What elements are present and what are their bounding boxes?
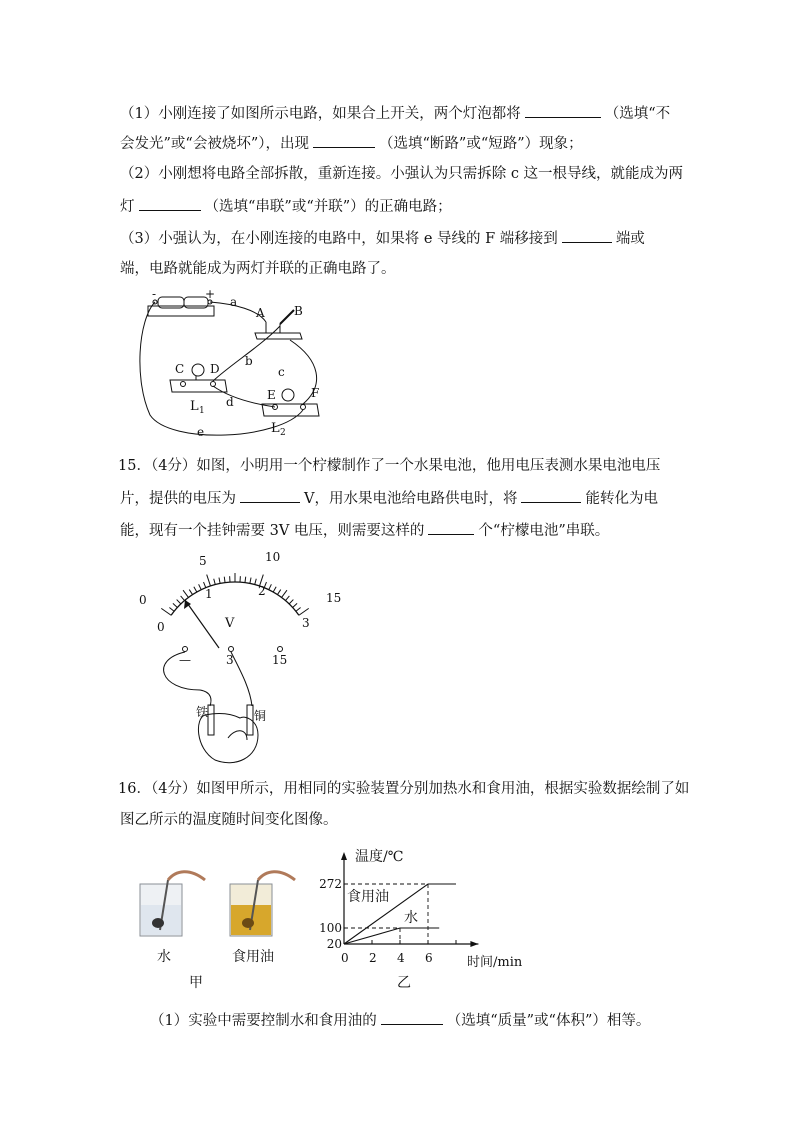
voltmeter-tick bbox=[245, 577, 246, 583]
q14-part1-text-a: （1）小刚连接了如图所示电路，如果合上开关，两个灯泡都将 bbox=[120, 106, 521, 122]
label-D: D bbox=[210, 362, 220, 376]
q14-part3-text-c: 端，电路就能成为两灯并联的正确电路了。 bbox=[120, 261, 396, 277]
outer-tick-5: 5 bbox=[199, 554, 207, 568]
switch-lever bbox=[280, 310, 294, 324]
terminal-15v bbox=[278, 647, 283, 652]
voltmeter-figure bbox=[139, 550, 341, 763]
q14-part3-text-a: （3）小强认为，在小刚连接的电路中，如果将 e 导线的 F 端移接到 bbox=[120, 231, 558, 247]
label-wire-e: e bbox=[197, 425, 205, 439]
voltmeter-tick bbox=[173, 603, 177, 607]
x-tick-label: 0 bbox=[341, 951, 349, 965]
label-E: E bbox=[267, 388, 276, 402]
q14-part3-text-b: 端或 bbox=[615, 231, 645, 247]
lemon-hole bbox=[228, 731, 247, 740]
y-axis-arrow bbox=[341, 852, 347, 860]
voltmeter-tick bbox=[250, 578, 251, 584]
voltmeter-tick bbox=[194, 587, 197, 592]
x-tick-label: 6 bbox=[425, 951, 433, 965]
label-wire-c: c bbox=[278, 365, 285, 379]
voltmeter-needle bbox=[185, 600, 219, 648]
lamp2-terminal-f bbox=[301, 405, 306, 410]
label-F: F bbox=[311, 386, 320, 400]
inner-tick-3: 3 bbox=[302, 616, 310, 630]
label-wire-d: d bbox=[226, 395, 234, 409]
q16-text-1: 16．（4分）如图甲所示，用相同的实验装置分别加热水和食用油，根据实验数据绘制了如 bbox=[118, 781, 690, 797]
voltmeter-tick bbox=[255, 579, 257, 585]
q15-text-2a: 片，提供的电压为 bbox=[120, 491, 236, 507]
voltmeter-tick bbox=[161, 608, 171, 615]
voltmeter-tick bbox=[277, 590, 280, 595]
x-tick-label: 2 bbox=[369, 951, 377, 965]
beaker-oil bbox=[230, 872, 295, 936]
q15-text-2b: V，用水果电池给电路供电时，将 bbox=[304, 491, 518, 507]
voltmeter-ticks bbox=[161, 573, 308, 615]
lamp2-bulb bbox=[282, 389, 294, 401]
series-label-oil: 食用油 bbox=[347, 889, 389, 905]
terminal-negative bbox=[183, 647, 188, 652]
label-wire-b: b bbox=[245, 354, 253, 368]
series-line-1 bbox=[344, 928, 439, 944]
outer-tick-0: 0 bbox=[139, 593, 147, 607]
heater-cable-water bbox=[168, 872, 205, 880]
y-tick-label: 100 bbox=[319, 921, 342, 935]
lamp1-bulb bbox=[192, 364, 204, 376]
iron-label: 铁 bbox=[196, 705, 209, 719]
q14-part1-text-b: （选填“不 bbox=[604, 106, 671, 122]
voltmeter-tick bbox=[214, 579, 216, 585]
x-tick-label: 4 bbox=[397, 951, 405, 965]
inner-tick-2: 2 bbox=[258, 584, 266, 598]
voltmeter-tick bbox=[189, 590, 192, 595]
y-tick-label: 272 bbox=[319, 877, 342, 891]
voltmeter-tick bbox=[183, 590, 188, 597]
voltmeter-tick bbox=[289, 600, 293, 604]
label-minus: - bbox=[152, 287, 157, 301]
wire-to-copper bbox=[231, 652, 252, 706]
voltmeter-tick bbox=[199, 584, 202, 589]
q14-part2-text-a: （2）小刚想将电路全部拆散，重新连接。小强认为只需拆除 c 这一根导线，就能成为两 bbox=[120, 166, 684, 182]
q15-text-3b: 个“柠檬电池”串联。 bbox=[478, 523, 610, 539]
outer-tick-15: 15 bbox=[326, 591, 342, 605]
copper-label: 铜 bbox=[254, 709, 267, 723]
voltmeter-scale bbox=[171, 582, 299, 615]
q16-text-2: 图乙所示的温度随时间变化图像。 bbox=[120, 812, 338, 828]
q14-part2-text-b: 灯 bbox=[120, 199, 135, 215]
heater-cable-oil bbox=[258, 872, 295, 880]
voltmeter-tick bbox=[181, 596, 185, 601]
voltmeter-tick bbox=[224, 577, 225, 583]
voltmeter-tick bbox=[269, 584, 272, 589]
heater-coil-oil bbox=[242, 918, 254, 928]
voltmeter-tick bbox=[282, 590, 287, 597]
voltmeter-tick bbox=[219, 578, 220, 584]
x-axis-arrow bbox=[470, 941, 478, 947]
voltmeter-tick bbox=[169, 608, 174, 612]
outer-tick-10: 10 bbox=[265, 550, 281, 564]
voltmeter-scale-labels bbox=[139, 550, 341, 634]
temperature-time-chart bbox=[319, 848, 523, 970]
label-C: C bbox=[175, 362, 185, 376]
voltmeter-tick bbox=[296, 608, 301, 612]
x-axis-label: 时间/min bbox=[467, 955, 523, 970]
voltmeter-tick bbox=[207, 575, 211, 586]
beaker-label-oil: 食用油 bbox=[232, 949, 274, 965]
y-tick-label: 20 bbox=[326, 937, 342, 951]
voltmeter-inner-arc bbox=[171, 582, 299, 615]
q16-subq1-text-a: （1）实验中需要控制水和食用油的 bbox=[150, 1013, 377, 1029]
label-L2: L bbox=[271, 421, 280, 436]
terminal-label-15: 15 bbox=[272, 653, 288, 667]
terminal-label-negative: — bbox=[179, 653, 191, 667]
y-axis-label: 温度/℃ bbox=[355, 849, 404, 865]
voltmeter-tick bbox=[293, 603, 297, 607]
figure-label-yi: 乙 bbox=[397, 975, 411, 991]
label-wire-a: a bbox=[230, 295, 238, 309]
lamp1-base bbox=[170, 380, 227, 392]
voltmeter-tick bbox=[273, 587, 276, 592]
label-L1: L bbox=[190, 399, 199, 414]
lamp1-terminal-d bbox=[211, 382, 216, 387]
inner-tick-0: 0 bbox=[157, 620, 165, 634]
q15-text-3a: 能，现有一个挂钟需要 3V 电压，则需要这样的 bbox=[120, 523, 425, 539]
label-B: B bbox=[294, 304, 303, 318]
switch-base bbox=[255, 333, 302, 339]
label-L2-sub: 2 bbox=[280, 428, 286, 438]
inner-tick-1: 1 bbox=[205, 587, 213, 601]
lamp1-terminal-c bbox=[181, 382, 186, 387]
voltmeter-tick bbox=[177, 600, 181, 604]
terminal-3v bbox=[229, 647, 234, 652]
q16-subq1-text-b: （选填“质量”或“体积”）相等。 bbox=[446, 1013, 651, 1029]
label-L1-sub: 1 bbox=[199, 406, 205, 416]
heater-coil-water bbox=[152, 918, 164, 928]
voltmeter-unit: V bbox=[225, 616, 235, 631]
q14-part2-text-c: （选填“串联”或“并联”）的正确电路； bbox=[204, 199, 452, 215]
series-label-water: 水 bbox=[404, 910, 418, 926]
circuit-diagram bbox=[140, 297, 319, 435]
label-plus: + bbox=[205, 287, 216, 301]
terminal-label-3: 3 bbox=[226, 653, 234, 667]
q15-text-2c: 能转化为电 bbox=[585, 491, 658, 507]
voltmeter-tick bbox=[299, 608, 309, 615]
beaker-water bbox=[140, 872, 205, 936]
q14-part1-text-c: 会发光”或“会被烧坏”），出现 bbox=[120, 136, 309, 152]
label-A: A bbox=[256, 306, 265, 320]
q15-text-1: 15．（4分）如图，小明用一个柠檬制作了一个水果电池，他用电压表测水果电池电压 bbox=[118, 458, 661, 474]
iron-plate bbox=[208, 705, 214, 735]
figure-label-jia: 甲 bbox=[189, 975, 203, 991]
q14-part1-text-d: （选填“断路”或“短路”）现象； bbox=[379, 136, 583, 152]
beaker-label-water: 水 bbox=[157, 949, 171, 965]
voltmeter-tick bbox=[285, 596, 289, 601]
copper-plate bbox=[247, 705, 253, 735]
